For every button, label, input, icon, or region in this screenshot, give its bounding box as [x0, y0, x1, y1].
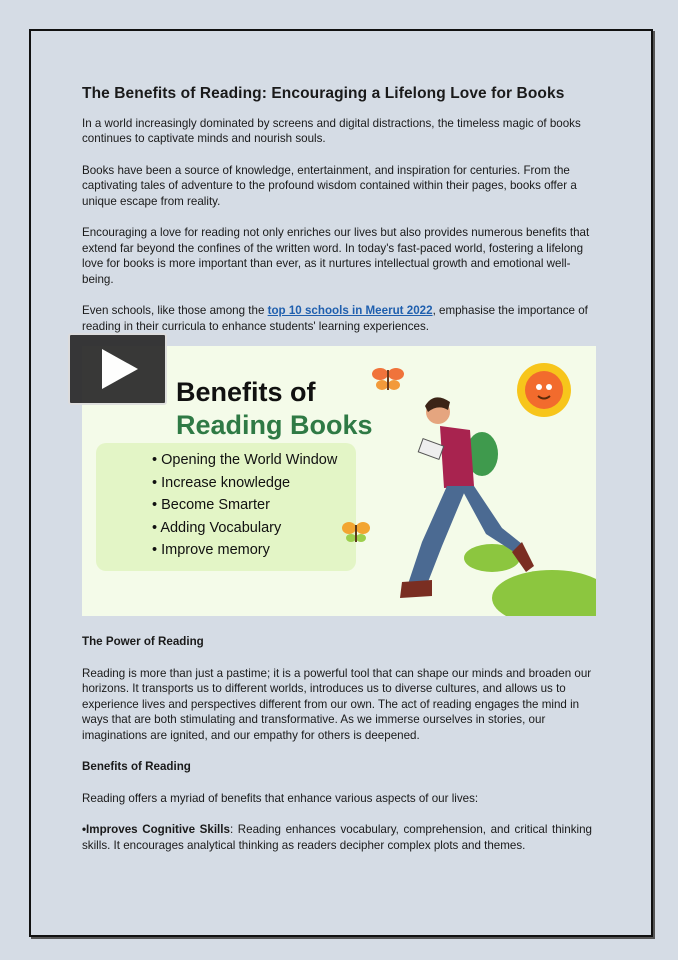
- benefit-item-title: •Improves Cognitive Skills: [82, 823, 230, 836]
- butterfly-icon: [342, 522, 370, 542]
- schools-link[interactable]: top 10 schools in Meerut 2022: [267, 304, 433, 317]
- paragraph: Reading is more than just a pastime; it is a powerful tool that can shape our minds and broaden our horizons. It transports us to different worlds, introduces us to diverse cultures, and allows us to experience lives and perspectives different from our own. The act of reading engages the mind in ways that are both stimulating and transformative. As we immerse ourselves in stories, our imaginations are ignited, and our empathy for others is deepened.: [82, 666, 592, 742]
- play-icon: [100, 349, 140, 389]
- list-item: • Improve memory: [152, 539, 356, 562]
- document-body: [82, 86, 592, 869]
- list-item: • Increase knowledge: [152, 472, 356, 495]
- paragraph: Books have been a source of knowledge, entertainment, and inspiration for centuries. From the captivating tales of adventure to the profound wisdom contained within their pages, books offer a unique escape from reality.: [82, 163, 577, 208]
- sun-icon: [517, 363, 571, 417]
- butterfly-icon: [372, 368, 404, 390]
- schools-paragraph: [82, 303, 592, 334]
- reader-person-icon: [400, 397, 534, 598]
- list-item: • Adding Vocabulary: [152, 517, 356, 540]
- section-heading: Benefits of Reading: [82, 760, 191, 773]
- benefit-item: [82, 822, 592, 853]
- infographic-title-line1: Benefits of: [176, 377, 316, 407]
- list-item: • Become Smarter: [152, 494, 356, 517]
- text: Even schools, like those among the: [82, 304, 268, 317]
- paragraph: In a world increasingly dominated by screens and digital distractions, the timeless magic of books continues to captivate minds and nourish souls.: [82, 116, 581, 145]
- paragraph: Encouraging a love for reading not only enriches our lives but also provides numerous benefits that extend far beyond the confines of the written word. In today's fast-paced world, fostering a lifelong love for books is more important than ever, as it nurtures intellectual growth and emotional well- being.: [82, 226, 590, 286]
- play-button[interactable]: [68, 333, 167, 405]
- benefit-item-text: : Reading enhances vocabulary, comprehension, and critical thinking skills. It encourages analytical thinking as readers decipher complex plots and themes.: [82, 823, 592, 852]
- infographic-title-line2: Reading Books: [176, 410, 373, 440]
- text: , emphasise the importance of reading in their curricula to enhance students' learning experiences.: [82, 304, 588, 333]
- section-heading: The Power of Reading: [82, 635, 204, 648]
- page-title: The Benefits of Reading: Encouraging a Lifelong Love for Books: [82, 85, 565, 102]
- bush-icon: [492, 570, 596, 616]
- paragraph: Reading offers a myriad of benefits that enhance various aspects of our lives:: [82, 791, 479, 805]
- list-item: • Opening the World Window: [152, 449, 356, 472]
